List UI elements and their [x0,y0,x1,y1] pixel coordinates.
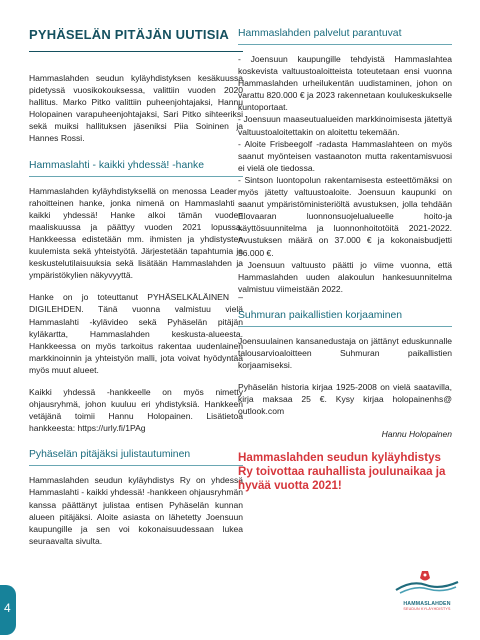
kaikki-yhdessa-paragraph-3: Kaikki yhdessä -hankkeelle on myös nimetty ohjausryhmä, johon kuuluu eri yhdistyksiä. Hankkeen vetäjänä toimii Hannu Holopainen. Lisätietoa hankkeesta: https://urly.fi/1PAg [29,386,243,434]
section-divider [29,465,243,466]
historia-paragraph: Pyhäselän historia kirjaa 1925-2008 on vielä saatavilla, kirja maksaa 25 €. Kysy kirjaa holopainenhs@ outlook.com [238,382,452,417]
suhmura-paragraph-1: Joensuulainen kansanedustaja on jättänyt eduskunnalle talousarvioaloitteen Suhmuran paikallistien korjaamiseksi. [238,335,452,371]
palvelut-item-5: - Joensuun valtuusto päätti jo viime vuonna, että Hammaslahden uuden alakoulun hankesuunnitelma valmistuu viimeistään 2022. [238,259,452,294]
logo-name: HAMMASLAHDEN [403,601,451,607]
palvelut-item-3: - Aloite Frisbeegolf -radasta Hammaslahteen on myös saanut myönteisen vastaanoton mutta rakentamisvuosi ei vielä ole tiedossa. [238,138,452,173]
palvelut-item-2: - Joensuun maaseutualueiden markkinoimisesta jätettyä valtuustoaloitettakin on aloitettu tekemään. [238,114,452,137]
section-heading-palvelut: Hammaslahden palvelut parantuvat [238,28,402,39]
pitajaksi-paragraph: Hammaslahden seudun kyläyhdistys Ry on yhdessä Hammaslahti - kaikki yhdessä! -hankkeen ohjausryhmän kanssa päättänyt julistaa entisen Pyhäselän kunnan alueen pitäjäksi. Aloite asiasta on lähetetty Joensuun kaupungille ja sen voi kokonaisuudessaan lukea seuraavalta sivulta. [29,475,243,546]
kaikki-yhdessa-paragraph-1: Hammaslahden kyläyhdistyksellä on menossa Leader -rahoitteinen hanke, jonka nimenä on Hammaslahti - kaikki yhdessä! Hanke alkoi tämän vuoden maaliskuussa ja päättyy vuoden 2021 lopussa. Hankkeessa edistetään mm. ihmisten ja yhdistysten kuulemista sekä yhteistyötä. Järjestetään tapahtumia ja keskustelutilaisuuksia sekä lisätään Hammaslahden ja ympäristökylien näkyvyyttä. [29,185,243,281]
section-heading-kaikki-yhdessa: Hammaslahti - kaikki yhdessä! -hanke [29,159,204,171]
left-column [29,27,243,547]
page-title: PYHÄSELÄN PITÄJÄN UUTISIA [29,27,230,42]
section-divider [29,176,243,177]
section-heading-suhmura: Suhmuran paikallistien korjaaminen [238,309,403,321]
title-divider [29,51,243,52]
page-number: 4 [4,601,11,615]
right-column [238,27,452,493]
association-logo [392,568,462,612]
palvelut-item-1: - Joensuun kaupungille tehdyistä Hammaslahtea koskevista valtuustoaloitteista toteutetaan ensi vuonna Hammaslahden urheilukentän uudistaminen, johon on varattu 820.000 € ja 2023 rakennetaan koulukeskukselle kuntoportaat. [238,54,452,113]
holiday-greeting: Hammaslahden seudun kyläyhdistys Ry toivottaa rauhallista joulunaikaa ja hyvää vuotta 2021! [238,451,446,493]
author-signature: Hannu Holopainen [381,429,452,440]
section-divider [238,44,452,45]
logo-emblem-icon [392,568,462,594]
intro-paragraph: Hammaslahden seudun kyläyhdistyksen kesäkuussa pidetyssä vuosikokouksessa, valittiin vuoden 2020 hallitus. Marko Pitko valittiin puheenjohtajaksi, Hannu Holopainen varapuheenjohtajaksi, Sari Pitko sihteeriksi sekä muiksi hallituksen jäseniksi Piia Soininen ja Hannes Rossi. [29,73,243,144]
logo-subtitle: SEUDUN KYLÄYHDISTYS [403,607,451,611]
kaikki-yhdessa-paragraph-2: Hanke on jo toteuttanut PYHÄSELKÄLÄINEN –DIGILEHDEN. Tänä vuonna valmistuu vielä Hammaslahti -kylävideo sekä Pyhäselän pitäjän kyläkartta, Hammaslahden keskusta-alueesta. Hankkeessa on myös tarkoitus rakentaa uudenlainen markkinoinnin ja yhteistyön malli, jota voivat hyödyntää myös muut alueet. [29,292,243,375]
section-divider [238,326,452,327]
palvelut-item-4: - Sintson luontopolun rakentamisesta esteettömäksi on myös jätetty valtuustoaloite. Joensuun kaupunki on saanut ympäristöministeriöltä avustuksen, jolla tehdään Elovaaran luonnonsuojelualueelle hoito-ja käyttösuunnitelma ja luonnonhoitotöitä 2021-2022. Avustuksen määrä on 37.000 € ja kokonaisbudjetti 56.000 €. [238,174,452,258]
section-heading-pitajaksi: Pyhäselän pitäjäksi julistautuminen [29,449,191,461]
